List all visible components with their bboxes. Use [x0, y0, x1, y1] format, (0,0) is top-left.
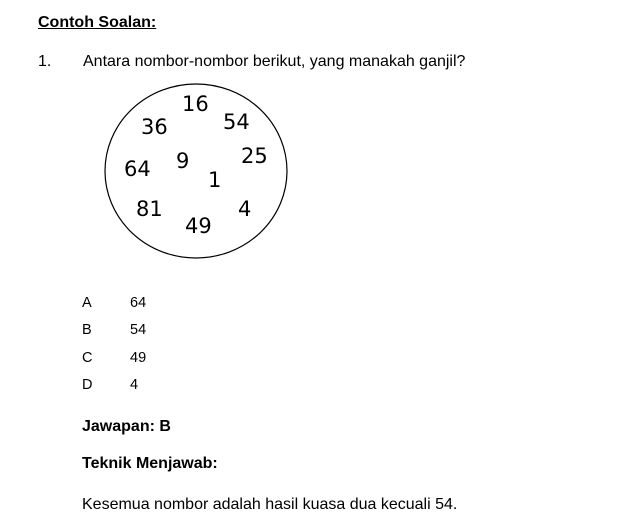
circle-number: 49: [185, 214, 212, 238]
circle-number: 1: [208, 168, 222, 192]
question-text: Antara nombor-nombor berikut, yang manakah ganjil?: [83, 53, 466, 70]
circle-number: 36: [141, 115, 168, 139]
question-number: 1.: [38, 53, 52, 70]
section-heading: Contoh Soalan:: [38, 14, 157, 31]
circle-number: 4: [238, 197, 252, 221]
option-letter: A: [82, 295, 92, 311]
technique-title: Teknik Menjawab:: [82, 455, 218, 472]
option-letter: D: [82, 377, 93, 393]
option-value: 49: [130, 350, 147, 366]
circle-number: 64: [124, 157, 151, 181]
circle-number: 16: [182, 92, 209, 116]
circle-number: 54: [223, 110, 250, 134]
circle-number: 9: [176, 149, 190, 173]
option-value: 64: [130, 295, 147, 311]
option-letter: B: [82, 322, 92, 338]
circle-number: 81: [136, 197, 163, 221]
option-value: 54: [130, 322, 147, 338]
answer-text: Jawapan: B: [82, 418, 171, 435]
explanation-text: Kesemua nombor adalah hasil kuasa dua kecuali 54.: [82, 496, 458, 513]
option-value: 4: [130, 377, 139, 393]
option-letter: C: [82, 350, 93, 366]
circle-number: 25: [241, 144, 268, 168]
